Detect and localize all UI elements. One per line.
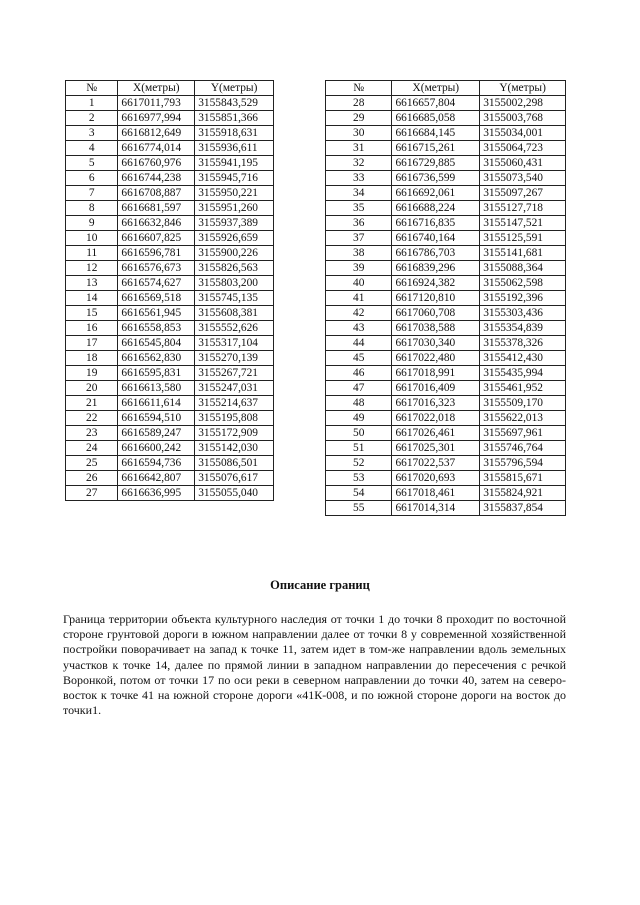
- cell-x: 6616545,804: [118, 336, 195, 351]
- table-row: [66, 471, 274, 486]
- cell-x: 6616977,994: [118, 111, 195, 126]
- cell-number: 21: [66, 396, 118, 411]
- cell-number: 27: [66, 486, 118, 501]
- table-row: [326, 456, 566, 471]
- cell-y: 3155147,521: [480, 216, 566, 231]
- cell-y: 3155034,001: [480, 126, 566, 141]
- cell-y: 3155142,030: [195, 441, 274, 456]
- cell-x: 6616611,614: [118, 396, 195, 411]
- cell-number: 44: [326, 336, 392, 351]
- table-body-left: [66, 96, 274, 501]
- table-row: [66, 231, 274, 246]
- cell-number: 32: [326, 156, 392, 171]
- cell-x: 6616600,242: [118, 441, 195, 456]
- header-number: №: [66, 81, 118, 96]
- cell-x: 6617022,480: [392, 351, 480, 366]
- table-row: [326, 261, 566, 276]
- header-x: X(метры): [118, 81, 195, 96]
- cell-x: 6616740,164: [392, 231, 480, 246]
- cell-x: 6617030,340: [392, 336, 480, 351]
- cell-number: 18: [66, 351, 118, 366]
- table-row: [66, 336, 274, 351]
- cell-number: 33: [326, 171, 392, 186]
- table-row: [66, 261, 274, 276]
- cell-number: 38: [326, 246, 392, 261]
- table-row: [66, 351, 274, 366]
- cell-x: 6617022,537: [392, 456, 480, 471]
- cell-y: 3155796,594: [480, 456, 566, 471]
- cell-x: 6616774,014: [118, 141, 195, 156]
- cell-number: 55: [326, 501, 392, 516]
- cell-x: 6617038,588: [392, 321, 480, 336]
- cell-x: 6616607,825: [118, 231, 195, 246]
- table-row: [326, 381, 566, 396]
- cell-y: 3155172,909: [195, 426, 274, 441]
- cell-x: 6617060,708: [392, 306, 480, 321]
- cell-y: 3155076,617: [195, 471, 274, 486]
- cell-y: 3155062,598: [480, 276, 566, 291]
- cell-x: 6616558,853: [118, 321, 195, 336]
- cell-y: 3155803,200: [195, 276, 274, 291]
- cell-x: 6617011,793: [118, 96, 195, 111]
- table-row: [66, 246, 274, 261]
- cell-y: 3155097,267: [480, 186, 566, 201]
- cell-y: 3155064,723: [480, 141, 566, 156]
- table-row: [326, 471, 566, 486]
- table-row: [326, 111, 566, 126]
- cell-number: 41: [326, 291, 392, 306]
- cell-y: 3155851,366: [195, 111, 274, 126]
- table-row: [66, 156, 274, 171]
- cell-y: 3155317,104: [195, 336, 274, 351]
- cell-number: 30: [326, 126, 392, 141]
- cell-y: 3155837,854: [480, 501, 566, 516]
- cell-x: 6616681,597: [118, 201, 195, 216]
- cell-number: 8: [66, 201, 118, 216]
- cell-x: 6616594,510: [118, 411, 195, 426]
- cell-number: 45: [326, 351, 392, 366]
- cell-x: 6616576,673: [118, 261, 195, 276]
- header-y: Y(метры): [195, 81, 274, 96]
- cell-y: 3155622,013: [480, 411, 566, 426]
- cell-x: 6617020,693: [392, 471, 480, 486]
- cell-y: 3155461,952: [480, 381, 566, 396]
- table-body-right: [326, 96, 566, 516]
- table-row: [326, 321, 566, 336]
- table-row: [66, 306, 274, 321]
- cell-y: 3155247,031: [195, 381, 274, 396]
- cell-number: 19: [66, 366, 118, 381]
- cell-number: 40: [326, 276, 392, 291]
- cell-x: 6616736,599: [392, 171, 480, 186]
- cell-y: 3155843,529: [195, 96, 274, 111]
- table-row: [66, 486, 274, 501]
- cell-x: 6617016,409: [392, 381, 480, 396]
- cell-x: 6616716,835: [392, 216, 480, 231]
- cell-number: 6: [66, 171, 118, 186]
- cell-x: 6616708,887: [118, 186, 195, 201]
- cell-y: 3155824,921: [480, 486, 566, 501]
- cell-number: 10: [66, 231, 118, 246]
- table-row: [326, 441, 566, 456]
- cell-number: 34: [326, 186, 392, 201]
- table-header-row: [326, 81, 566, 96]
- cell-number: 31: [326, 141, 392, 156]
- table-row: [66, 456, 274, 471]
- cell-number: 16: [66, 321, 118, 336]
- table-row: [66, 171, 274, 186]
- cell-x: 6617022,018: [392, 411, 480, 426]
- cell-x: 6617026,461: [392, 426, 480, 441]
- table-row: [66, 426, 274, 441]
- cell-y: 3155270,139: [195, 351, 274, 366]
- table-row: [326, 351, 566, 366]
- cell-number: 49: [326, 411, 392, 426]
- cell-y: 3155552,626: [195, 321, 274, 336]
- cell-number: 28: [326, 96, 392, 111]
- table-row: [66, 321, 274, 336]
- cell-y: 3155926,659: [195, 231, 274, 246]
- table-row: [326, 366, 566, 381]
- cell-x: 6616657,804: [392, 96, 480, 111]
- cell-x: 6616715,261: [392, 141, 480, 156]
- cell-y: 3155950,221: [195, 186, 274, 201]
- cell-number: 39: [326, 261, 392, 276]
- cell-x: 6616589,247: [118, 426, 195, 441]
- cell-y: 3155002,298: [480, 96, 566, 111]
- table-row: [326, 291, 566, 306]
- cell-number: 3: [66, 126, 118, 141]
- cell-y: 3155608,381: [195, 306, 274, 321]
- table-row: [326, 141, 566, 156]
- cell-number: 14: [66, 291, 118, 306]
- cell-y: 3155435,994: [480, 366, 566, 381]
- table-row: [66, 396, 274, 411]
- cell-y: 3155303,436: [480, 306, 566, 321]
- cell-x: 6617014,314: [392, 501, 480, 516]
- cell-x: 6617016,323: [392, 396, 480, 411]
- cell-x: 6616636,995: [118, 486, 195, 501]
- cell-y: 3155354,839: [480, 321, 566, 336]
- cell-number: 20: [66, 381, 118, 396]
- cell-number: 42: [326, 306, 392, 321]
- cell-number: 22: [66, 411, 118, 426]
- cell-x: 6616688,224: [392, 201, 480, 216]
- section-title: Описание границ: [270, 578, 370, 592]
- cell-y: 3155127,718: [480, 201, 566, 216]
- cell-x: 6616744,238: [118, 171, 195, 186]
- cell-number: 29: [326, 111, 392, 126]
- cell-y: 3155509,170: [480, 396, 566, 411]
- table-row: [66, 126, 274, 141]
- table-row: [66, 201, 274, 216]
- table-row: [326, 186, 566, 201]
- table-row: [66, 111, 274, 126]
- table-row: [66, 441, 274, 456]
- cell-y: 3155745,135: [195, 291, 274, 306]
- cell-number: 24: [66, 441, 118, 456]
- cell-y: 3155945,716: [195, 171, 274, 186]
- cell-number: 17: [66, 336, 118, 351]
- cell-x: 6616596,781: [118, 246, 195, 261]
- header-number: №: [326, 81, 392, 96]
- table-row: [66, 141, 274, 156]
- table-row: [326, 306, 566, 321]
- header-x: X(метры): [392, 81, 480, 96]
- cell-y: 3155003,768: [480, 111, 566, 126]
- cell-x: 6616613,580: [118, 381, 195, 396]
- table-row: [326, 171, 566, 186]
- cell-x: 6617018,461: [392, 486, 480, 501]
- cell-y: 3155086,501: [195, 456, 274, 471]
- cell-number: 23: [66, 426, 118, 441]
- table-row: [326, 276, 566, 291]
- table-row: [66, 291, 274, 306]
- table-row: [326, 426, 566, 441]
- header-y: Y(метры): [480, 81, 566, 96]
- cell-number: 2: [66, 111, 118, 126]
- cell-y: 3155937,389: [195, 216, 274, 231]
- cell-number: 37: [326, 231, 392, 246]
- table-row: [326, 501, 566, 516]
- cell-y: 3155192,396: [480, 291, 566, 306]
- cell-x: 6616760,976: [118, 156, 195, 171]
- cell-y: 3155412,430: [480, 351, 566, 366]
- cell-x: 6616594,736: [118, 456, 195, 471]
- table-row: [326, 336, 566, 351]
- cell-number: 43: [326, 321, 392, 336]
- table-row: [66, 276, 274, 291]
- table-row: [326, 486, 566, 501]
- cell-x: 6616632,846: [118, 216, 195, 231]
- table-row: [66, 96, 274, 111]
- cell-y: 3155088,364: [480, 261, 566, 276]
- cell-x: 6617120,810: [392, 291, 480, 306]
- cell-number: 53: [326, 471, 392, 486]
- table-row: [326, 396, 566, 411]
- table-row: [66, 411, 274, 426]
- coordinates-table-right: [325, 80, 566, 516]
- cell-x: 6616595,831: [118, 366, 195, 381]
- cell-number: 12: [66, 261, 118, 276]
- table-row: [326, 96, 566, 111]
- cell-y: 3155697,961: [480, 426, 566, 441]
- cell-y: 3155060,431: [480, 156, 566, 171]
- cell-number: 50: [326, 426, 392, 441]
- cell-number: 5: [66, 156, 118, 171]
- table-row: [66, 186, 274, 201]
- cell-y: 3155951,260: [195, 201, 274, 216]
- cell-number: 54: [326, 486, 392, 501]
- cell-x: 6616562,830: [118, 351, 195, 366]
- cell-number: 36: [326, 216, 392, 231]
- cell-x: 6616561,945: [118, 306, 195, 321]
- cell-y: 3155195,808: [195, 411, 274, 426]
- table-row: [66, 366, 274, 381]
- cell-x: 6616574,627: [118, 276, 195, 291]
- table-row: [326, 201, 566, 216]
- cell-x: 6616642,807: [118, 471, 195, 486]
- cell-x: 6616924,382: [392, 276, 480, 291]
- cell-number: 47: [326, 381, 392, 396]
- cell-number: 7: [66, 186, 118, 201]
- cell-number: 1: [66, 96, 118, 111]
- cell-y: 3155815,671: [480, 471, 566, 486]
- cell-number: 52: [326, 456, 392, 471]
- cell-y: 3155141,681: [480, 246, 566, 261]
- table-row: [326, 231, 566, 246]
- cell-y: 3155918,631: [195, 126, 274, 141]
- cell-number: 25: [66, 456, 118, 471]
- cell-y: 3155378,326: [480, 336, 566, 351]
- cell-number: 51: [326, 441, 392, 456]
- cell-y: 3155073,540: [480, 171, 566, 186]
- boundary-description: Граница территории объекта культурного наследия от точки 1 до точки 8 проходит по восточной стороне грунтовой дороги в южном направлении далее от точки 8 у современной хозяйственной постройки поворачивает на запад к точке 11, затем идет в том-же направлении вдоль земельных участков к точке 14, далее по прямой линии в западном направлении до пересечения с речкой Воронкой, потом от точки 17 по оси реки в северном направлении до точки 40, затем на северо-восток к точке 41 на южной стороне дороги «41К-008, и по южной стороне дороги на восток до точки1.: [63, 612, 566, 718]
- cell-y: 3155826,563: [195, 261, 274, 276]
- cell-y: 3155936,611: [195, 141, 274, 156]
- cell-number: 13: [66, 276, 118, 291]
- table-row: [326, 246, 566, 261]
- cell-number: 26: [66, 471, 118, 486]
- cell-number: 4: [66, 141, 118, 156]
- table-header-row: [66, 81, 274, 96]
- cell-x: 6616839,296: [392, 261, 480, 276]
- coordinates-table-left: [65, 80, 274, 501]
- cell-y: 3155941,195: [195, 156, 274, 171]
- table-row: [66, 381, 274, 396]
- cell-number: 15: [66, 306, 118, 321]
- table-row: [326, 156, 566, 171]
- cell-y: 3155267,721: [195, 366, 274, 381]
- cell-x: 6616684,145: [392, 126, 480, 141]
- cell-y: 3155900,226: [195, 246, 274, 261]
- cell-y: 3155055,040: [195, 486, 274, 501]
- cell-number: 9: [66, 216, 118, 231]
- cell-x: 6617025,301: [392, 441, 480, 456]
- cell-number: 11: [66, 246, 118, 261]
- table-row: [326, 216, 566, 231]
- cell-number: 46: [326, 366, 392, 381]
- cell-y: 3155746,764: [480, 441, 566, 456]
- cell-x: 6616729,885: [392, 156, 480, 171]
- table-row: [326, 126, 566, 141]
- cell-x: 6617018,991: [392, 366, 480, 381]
- cell-x: 6616786,703: [392, 246, 480, 261]
- cell-number: 35: [326, 201, 392, 216]
- cell-x: 6616569,518: [118, 291, 195, 306]
- cell-x: 6616692,061: [392, 186, 480, 201]
- cell-y: 3155125,591: [480, 231, 566, 246]
- table-row: [326, 411, 566, 426]
- table-row: [66, 216, 274, 231]
- cell-y: 3155214,637: [195, 396, 274, 411]
- cell-x: 6616685,058: [392, 111, 480, 126]
- cell-number: 48: [326, 396, 392, 411]
- cell-x: 6616812,649: [118, 126, 195, 141]
